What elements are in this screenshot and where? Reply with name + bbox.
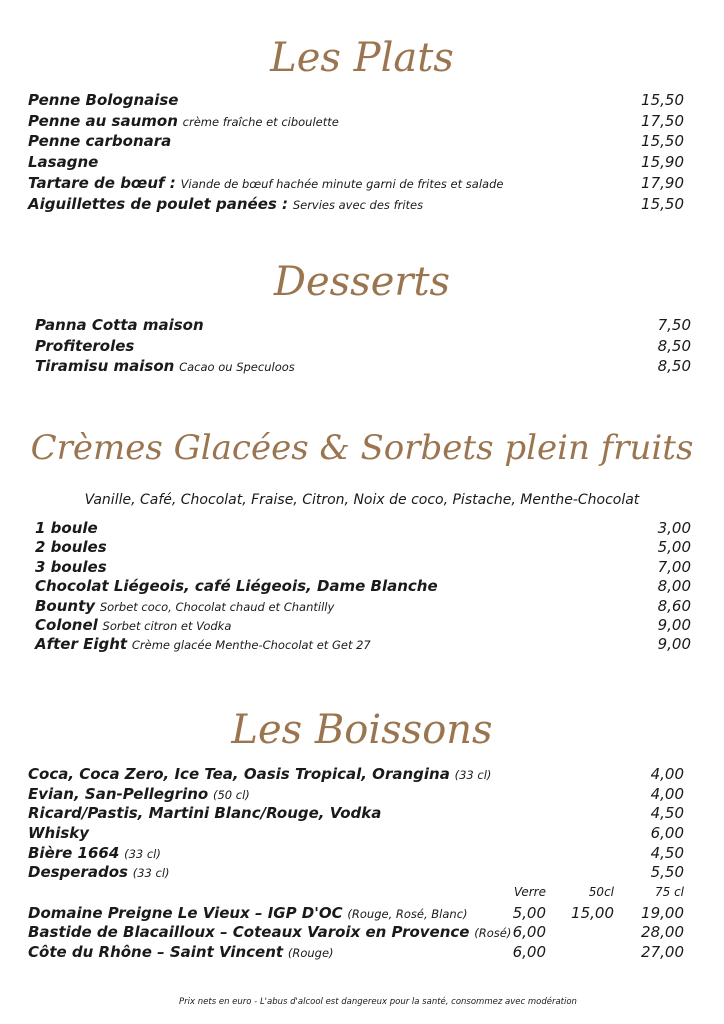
menu-item: [28, 764, 491, 785]
section-title-desserts: Desserts: [273, 259, 451, 305]
item-description: crème fraîche et ciboulette: [182, 115, 339, 129]
item-name: Desperados: [28, 863, 128, 881]
item-price: 17,90: [641, 174, 684, 192]
item-name: Penne au saumon: [28, 112, 178, 130]
footer-disclaimer: Prix nets en euro - L'abus d'alcool est dangereux pour la santé, consommez avec modération: [179, 997, 577, 1007]
price-verre: 6,00: [512, 943, 546, 961]
item-name: Coca, Coca Zero, Ice Tea, Oasis Tropical, Orangina: [28, 765, 450, 783]
item-price: 8,50: [657, 337, 691, 355]
item-price: 3,00: [657, 519, 691, 537]
wine-item: [28, 922, 511, 943]
item-description: Sorbet citron et Vodka: [102, 619, 232, 633]
item-name: Whisky: [28, 824, 90, 842]
item-description: (33 cl): [124, 847, 161, 861]
menu-item: [28, 111, 339, 132]
item-price: 15,50: [641, 91, 684, 109]
item-name: 1 boule: [35, 519, 98, 537]
item-name: After Eight: [35, 635, 128, 653]
item-price: 8,00: [657, 577, 691, 595]
item-description: Servies avec des frites: [292, 198, 424, 212]
item-description: (Rouge, Rosé, Blanc): [347, 907, 468, 921]
item-price: 7,50: [657, 316, 691, 334]
item-name: Tartare de bœuf :: [28, 174, 176, 192]
item-price: 4,50: [650, 844, 684, 862]
item-price: 7,00: [657, 558, 691, 576]
section-title-glaces: Crèmes Glacées & Sorbets plein fruits: [30, 428, 694, 468]
menu-item: [35, 576, 438, 596]
item-name: Ricard/Pastis, Martini Blanc/Rouge, Vodka: [28, 804, 382, 822]
item-description: Viande de bœuf hachée minute garni de frites et salade: [180, 177, 504, 191]
item-price: 15,50: [641, 195, 684, 213]
item-price: 4,50: [650, 804, 684, 822]
menu-item: [28, 784, 250, 805]
item-name: Chocolat Liégeois, café Liégeois, Dame Blanche: [35, 577, 438, 595]
menu-item: [35, 518, 98, 538]
item-name: Panna Cotta maison: [35, 316, 204, 334]
menu-item: [35, 356, 295, 377]
price-75cl: 19,00: [641, 904, 684, 922]
item-name: 2 boules: [35, 538, 107, 556]
menu-item: [28, 803, 381, 823]
menu-item: [35, 315, 204, 335]
section-title-plats: Les Plats: [270, 35, 454, 81]
price-50cl: 15,00: [571, 904, 614, 922]
item-name: Profiteroles: [35, 337, 135, 355]
item-description: (33 cl): [132, 866, 170, 880]
item-description: (Rouge): [287, 946, 334, 960]
menu-item: [35, 615, 231, 636]
item-name: Tiramisu maison: [35, 357, 175, 375]
item-price: 8,50: [657, 357, 691, 375]
item-price: 17,50: [641, 112, 684, 130]
item-name: Penne carbonara: [28, 132, 172, 150]
item-description: (50 cl): [212, 788, 250, 802]
price-75cl: 28,00: [641, 923, 684, 941]
wine-item: [28, 942, 334, 963]
menu-item: [35, 634, 371, 655]
item-description: (33 cl): [454, 768, 492, 782]
item-name: Côte du Rhône – Saint Vincent: [28, 943, 284, 961]
item-price: 9,00: [657, 635, 691, 653]
item-price: 8,60: [657, 597, 691, 615]
menu-item: [35, 596, 334, 617]
item-name: Lasagne: [28, 153, 99, 171]
item-name: Domaine Preigne Le Vieux – IGP D'OC: [28, 904, 343, 922]
menu-item: [28, 131, 171, 151]
menu-item: [28, 843, 161, 864]
price-verre: 6,00: [512, 923, 546, 941]
item-price: 9,00: [657, 616, 691, 634]
price-verre: 5,00: [512, 904, 546, 922]
menu-item: [35, 336, 134, 356]
item-description: Cacao ou Speculoos: [179, 360, 295, 374]
item-price: 15,50: [641, 132, 684, 150]
menu-item: [28, 173, 503, 194]
price-75cl: 27,00: [641, 943, 684, 961]
item-description: Sorbet coco, Chocolat chaud et Chantilly: [99, 600, 335, 614]
menu-item: [28, 152, 98, 172]
item-price: 15,90: [641, 153, 684, 171]
menu-item: [35, 557, 107, 577]
item-name: Evian, San-Pellegrino: [28, 785, 209, 803]
menu-item: [28, 862, 170, 883]
wine-item: [28, 903, 468, 924]
item-description: Crème glacée Menthe-Chocolat et Get 27: [131, 638, 371, 652]
item-name: 3 boules: [35, 558, 107, 576]
column-header-75cl: 75 cl: [654, 885, 684, 899]
item-price: 4,00: [650, 785, 684, 803]
item-price: 5,50: [650, 863, 684, 881]
menu-item: [28, 194, 423, 215]
menu-item: [35, 537, 107, 557]
item-name: Aiguillettes de poulet panées :: [28, 195, 289, 213]
item-name: Colonel: [35, 616, 98, 634]
menu-item: [28, 823, 89, 843]
section-title-boissons: Les Boissons: [231, 707, 493, 753]
item-name: Bastide de Blacailloux – Coteaux Varoix en Provence: [28, 923, 470, 941]
item-price: 6,00: [650, 824, 684, 842]
column-header-verre: Verre: [513, 885, 546, 899]
item-name: Bière 1664: [28, 844, 120, 862]
item-name: Penne Bolognaise: [28, 91, 179, 109]
menu-item: [28, 90, 178, 110]
flavor-list: Vanille, Café, Chocolat, Fraise, Citron, Noix de coco, Pistache, Menthe-Chocolat: [84, 492, 640, 508]
item-name: Bounty: [35, 597, 96, 615]
item-description: (Rosé): [474, 926, 512, 940]
item-price: 5,00: [657, 538, 691, 556]
item-price: 4,00: [650, 765, 684, 783]
column-header-50cl: 50cl: [588, 885, 614, 899]
